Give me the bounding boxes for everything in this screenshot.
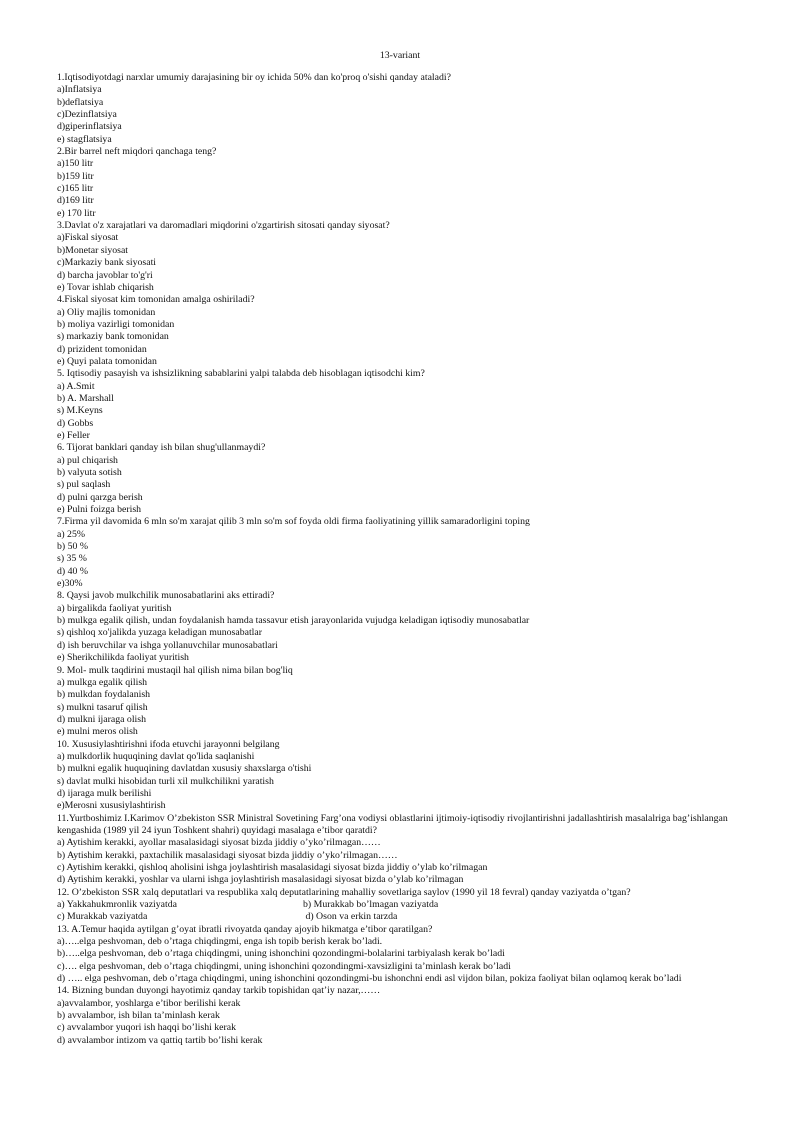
question-5-option-b: b) A. Marshall: [57, 392, 114, 404]
question-12-text: 12. O’zbekiston SSR xalq deputatlari va respublika xalq deputatlarining mahalliy sovetlariga saylov (1990 yil 18 fevral) qanday vaziyatda o’tgan?: [57, 886, 631, 898]
question-11-text: 11.Yurtboshimiz I.Karimov O’zbekiston SSR Ministral Sovetining Farg’ona vodiysi oblastlarini ijtimoiy-iqtisodiy rivojlantirishni jadallashtirish masalalriga bag’ishlangan kengashida (1989 yil 24 iyun Toshkent shahri) quyidagi masalaga e’tibor qaratdi?: [57, 812, 728, 836]
question-6-option-d: d) pulni qarzga berish: [57, 491, 143, 503]
question-10-option-a: a) mulkdorlik huquqining davlat qo'lida saqlanishi: [57, 750, 255, 762]
question-1-option-a: a)Inflatsiya: [57, 84, 102, 96]
question-7-text: 7.Firma yil davomida 6 mln so'm xarajat qilib 3 mln so'm sof foyda oldi firma faoliyatining yillik samaradorligini toping: [57, 516, 530, 528]
question-3-option-b: b)Monetar siyosat: [57, 244, 129, 256]
question-6-option-e: e) Pulni foizga berish: [57, 504, 142, 516]
question-14-option-a: a)avvalambor, yoshlarga e’tibor berilishi kerak: [57, 997, 241, 1009]
question-4-option-s: s) markaziy bank tomonidan: [57, 331, 169, 343]
question-7-option-b: b) 50 %: [57, 541, 89, 553]
question-13-option-b: b)…..elga peshvoman, deb o’rtaga chiqdingmi, uning ishonchini qozondingmi-bolalarini tarbiyalash kerak bo’ladi: [57, 948, 505, 960]
question-8-option-b: b) mulkga egalik qilish, undan foydalanish hamda tassavur etish jarayonlarida vujudga keladigan iqtisodiy munosabatlar: [57, 615, 530, 627]
question-2-option-d: d)169 litr: [57, 195, 94, 207]
question-11-option-a: a) Aytishim kerakki, ayollar masalasidagi siyosat bizda jiddiy o’yko’rilmagan……: [57, 837, 381, 849]
question-6-option-a: a) pul chiqarish: [57, 454, 118, 466]
question-4-option-a: a) Oliy majlis tomonidan: [57, 306, 156, 318]
question-13-option-c: c)…. elga peshvoman, deb o’rtaga chiqdingmi, uning ishonchini qozondingmi-xavsizligini ta’minlash kerak bo’ladi: [57, 960, 511, 972]
question-13-option-a: a)…..elga peshvoman, deb o’rtaga chiqdingmi, enga ish topib berish kerak bo’ladi.: [57, 936, 383, 948]
question-8-option-s: s) qishloq xo'jalikda yuzaga keladigan munosabatlar: [57, 627, 262, 639]
question-12-option-a: a) Yakkahukmronlik vaziyatda: [57, 899, 177, 911]
question-4-option-b: b) moliya vazirligi tomonidan: [57, 318, 175, 330]
question-1-option-d: d)giperinflatsiya: [57, 121, 122, 133]
question-4-text: 4.Fiskal siyosat kim tomonidan amalga oshiriladi?: [57, 294, 255, 306]
question-1-text: 1.Iqtisodiyotdagi narxlar umumiy darajasining bir oy ichida 50% dan ko'proq o'sishi qanday ataladi?: [57, 72, 451, 83]
question-5-option-s: s) M.Keyns: [57, 405, 103, 417]
question-6-text: 6. Tijorat banklari qanday ish bilan shug'ullanmaydi?: [57, 442, 266, 454]
question-5-option-d: d) Gobbs: [57, 417, 94, 429]
question-3-option-d: d) barcha javoblar to'g'ri: [57, 269, 153, 281]
question-10-option-d: d) ijaraga mulk berilishi: [57, 787, 152, 799]
question-11-option-c: c) Aytishim kerakki, qishloq aholisini ishga joylashtirish masalasidagi siyosat bizda jiddiy o’ylab ko’rilmagan: [57, 862, 488, 873]
question-2-text: 2.Bir barrel neft miqdori qanchaga teng?: [57, 146, 217, 158]
question-9-option-b: b) mulkdan foydalanish: [57, 689, 151, 701]
question-13-option-d: d) ….. elga peshvoman, deb o’rtaga chiqdingmi, uning ishonchini qozondingmi-bu ishonchni endi asl vijdon bilan, pokiza faoliyat bilan oqlamoq kerak bo’ladi: [57, 973, 682, 985]
question-14-option-b: b) avvalambor, ish bilan ta’minlash kerak: [57, 1010, 220, 1022]
question-6-option-b: b) valyuta sotish: [57, 467, 122, 478]
question-1-option-e: e) stagflatsiya: [57, 133, 112, 145]
question-11-option-d: d) Aytishim kerakki, yoshlar va ularni ishga joylashtirish masalasidagi siyosat bizda o’ylab ko’rilmagan: [57, 874, 464, 886]
question-10-option-b: b) mulkni egalik huquqining davlatdan xususiy shaxslarga o'tishi: [57, 763, 312, 775]
question-7-option-e: e)30%: [57, 578, 83, 590]
question-3-text: 3.Davlat o'z xarajatlari va daromadlari miqdorini o'zgartirish sitosati qanday siyosat?: [57, 220, 390, 232]
question-12-options-row-1: [57, 899, 757, 911]
question-5-option-e: e) Feller: [57, 429, 90, 441]
question-3-option-c: c)Markaziy bank siyosati: [57, 257, 157, 269]
question-14-text: 14. Bizning bundan duyongi hayotimiz qanday tarkib topishidan qat’iy nazar,……: [57, 985, 381, 997]
question-12-options-row-2: [57, 911, 757, 923]
question-2-option-b: b)159 litr: [57, 170, 94, 182]
question-10-option-s: s) davlat mulki hisobidan turli xil mulkchilikni yaratish: [57, 775, 274, 787]
question-5-text: 5. Iqtisodiy pasayish va ishsizlikning sabablarini yalpi talabda deb hisoblagan iqtisodchi kim?: [57, 368, 425, 380]
question-5-option-a: a) A.Smit: [57, 380, 95, 392]
question-7-option-s: s) 35 %: [57, 553, 87, 565]
question-1-option-b: b)deflatsiya: [57, 96, 104, 108]
question-10-option-e: e)Merosni xususiylashtirish: [57, 800, 166, 812]
question-8-option-e: e) Sherikchilikda faoliyat yuritish: [57, 652, 189, 664]
question-8-option-a: a) birgalikda faoliyat yuritish: [57, 602, 172, 614]
question-7-option-a: a) 25%: [57, 528, 86, 540]
question-9-option-d: d) mulkni ijaraga olish: [57, 713, 146, 725]
question-9-option-s: s) mulkni tasaruf qilish: [57, 701, 148, 713]
question-10-text: 10. Xususiylashtirishni ifoda etuvchi jarayonni belgilang: [57, 738, 280, 750]
question-3-option-a: a)Fiskal siyosat: [57, 232, 119, 244]
question-8-text: 8. Qaysi javob mulkchilik munosabatlarini aks ettiradi?: [57, 590, 275, 602]
question-13-text: 13. A.Temur haqida aytilgan g’oyat ibratli rivoyatda qanday ajoyib hikmatga e’tibor qaratilgan?: [57, 923, 433, 935]
question-4-option-d: d) prizident tomonidan: [57, 343, 147, 355]
question-4-option-e: e) Quyi palata tomonidan: [57, 355, 157, 367]
question-2-option-c: c)165 litr: [57, 183, 94, 195]
question-1-option-c: c)Dezinflatsiya: [57, 109, 117, 121]
question-2-option-a: a)150 litr: [57, 158, 94, 170]
question-7-option-d: d) 40 %: [57, 565, 89, 577]
question-9-option-e: e) mulni meros olish: [57, 726, 138, 738]
question-9-text: 9. Mol- mulk taqdirini mustaqil hal qilish nima bilan bog'liq: [57, 664, 293, 676]
question-9-option-a: a) mulkga egalik qilish: [57, 676, 148, 688]
question-12-option-d: d) Oson va erkin tarzda: [303, 911, 398, 923]
question-list: [57, 72, 757, 1047]
question-14-option-c: c) avvalambor yuqori ish haqqi bo’lishi kerak: [57, 1022, 237, 1034]
question-8-option-d: d) ish beruvchilar va ishga yollanuvchilar munosabatlari: [57, 639, 278, 651]
question-12-option-c: c) Murakkab vaziyatda: [57, 911, 148, 923]
question-14-option-d: d) avvalambor intizom va qattiq tartib bo’lishi kerak: [57, 1034, 263, 1046]
page-title: 13-variant: [379, 50, 421, 61]
question-6-option-s: s) pul saqlash: [57, 479, 111, 491]
question-2-option-e: e) 170 litr: [57, 207, 96, 219]
question-12-option-b: b) Murakkab bo’lmagan vaziyatda: [303, 899, 439, 911]
question-3-option-e: e) Tovar ishlab chiqarish: [57, 281, 154, 293]
question-11-option-b: b) Aytishim kerakki, paxtachilik masalasidagi siyosat bizda jiddiy o’yko’rilmagan……: [57, 849, 398, 861]
